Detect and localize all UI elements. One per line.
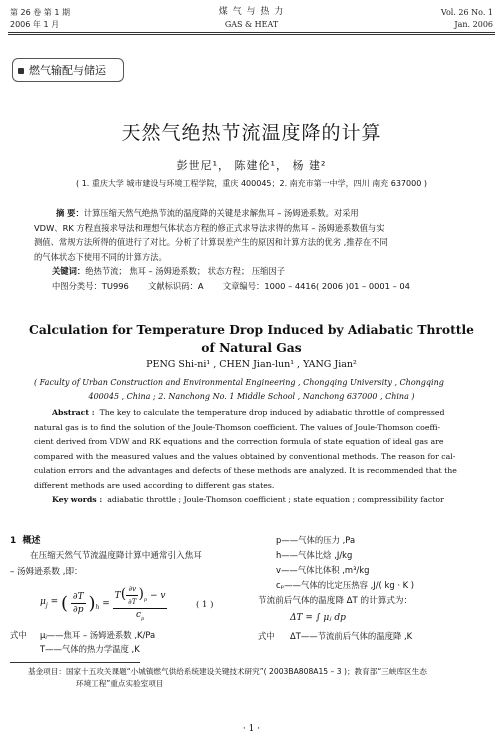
keywords-cn-label: 关键词：: [52, 266, 86, 276]
equation-1-number: ( 1 ): [196, 600, 214, 610]
definition-mu: μⱼ——焦耳 – 汤姆逊系数 ,K/Pa: [40, 630, 156, 640]
header-rule: [8, 32, 495, 33]
column-tag-label: 燃气输配与储运: [29, 64, 106, 77]
definition-p: p——气体的压力 ,Pa: [276, 535, 356, 545]
authors-cn: 彭世尼¹， 陈建伦¹， 杨 建²: [176, 159, 327, 172]
equation-1: $\mu_j$ = ( $\frac{\partial T}{\partial p}$ )$_h$ = T( $\frac{\partial v}{\partial T}$ )$_p - v$ $c_p$: [40, 585, 166, 622]
affiliation-cn: ( 1. 重庆大学 城市建设与环境工程学院，重庆 400045；2. 南充市第一中学，四川 南充 637000 ): [76, 179, 427, 188]
affiliation-en-line2: 400045 , China ; 2. Nanchong No. 1 Middle School , Nanchong 637000 , China ): [88, 392, 415, 401]
header-volume: 第 26 卷 第 1 期: [10, 8, 70, 17]
affiliation-en-line1: ( Faculty of Urban Construction and Environmental Engineering , Chongqing University , Chongqing: [34, 378, 444, 387]
abstract-en-label: Abstract :: [52, 408, 95, 417]
header-date-en: Jan. 2006: [454, 20, 493, 29]
definition-cp: cₚ——气体的比定压热容 ,J/( kg · K ): [276, 580, 415, 590]
square-bullet-icon: [18, 68, 24, 74]
definition-delta-T: ΔT——节流前后气体的温度降 ,K: [290, 631, 413, 641]
column-tag: [12, 58, 124, 82]
page-number: · 1 ·: [242, 724, 261, 734]
authors-en: PENG Shi-ni¹ , CHEN Jian-lun¹ , YANG Jian²: [146, 359, 357, 370]
abstract-cn: 摘 要：计算压缩天然气绝热节流的温度降的关键是求解焦耳 – 汤姆逊系数。对采用 VDW、RK 方程直接求导法和理想气体状态方程的修正式求导法求得的焦耳 – 汤姆逊系数值与实 测值、常规方法所得的值进行了对比。分析了计算误差产生的原因和计算方法的优劣 ,推荐在不同 的气体状态下使用不同的计算方法。 关键词：绝热节流； 焦耳 – 汤姆逊系数； 状态方程； 压缩因子 中图分类号：TU996 文献标识码：A 文章编号：1000 – 4416( 2006 )01 – 0001 – 04: [34, 206, 474, 293]
definition-v: v——气体比体积 ,m³/kg: [276, 565, 370, 575]
classification-cn: 中图分类号：TU996 文献标识码：A 文章编号：1000 – 4416( 2006 )01 – 0001 – 04: [52, 280, 410, 291]
journal-name-en: GAS & HEAT: [224, 20, 279, 29]
header-date-cn: 2006 年 1 月: [10, 20, 60, 29]
footnote: 基金项目：国家十五攻关课题“小城镇燃气供给系统建设关键技术研究”( 2003BA808A15 – 3 )；教育部“三峡库区生态 环境工程”重点实验室项目: [28, 667, 427, 688]
abstract-cn-label: 摘 要：: [56, 208, 84, 218]
where-label-right: 式中: [258, 631, 275, 641]
equation-2: ΔT = ∫ μⱼ dp: [290, 613, 346, 623]
footnote-rule: [10, 662, 140, 663]
section-1-heading: 1 概述: [10, 536, 41, 546]
title-en-line1: Calculation for Temperature Drop Induced by Adiabatic Throttle: [29, 322, 474, 337]
definition-T: T——气体的热力学温度 ,K: [40, 644, 140, 654]
header-volume-en: Vol. 26 No. 1: [440, 8, 493, 17]
section-1-intro-line1: 在压缩天然气节流温度降计算中通常引入焦耳: [30, 551, 202, 561]
keywords-cn: 绝热节流； 焦耳 – 汤姆逊系数； 状态方程； 压缩因子: [85, 266, 286, 276]
keywords-en-label: Key words :: [52, 495, 103, 504]
section-1-intro-line2: – 汤姆逊系数 ,即：: [10, 567, 83, 577]
abstract-en: Abstract : The key to calculate the temperature drop induced by adiabatic throttle of compressed natural gas is to find the solution of the Joule-Thomson coefficient. The values of Joule-Thomson coeffi- cient derived from VDW and RK equations and the correction formula of state equation of ideal gas are compared with the measured values and the values obtained by conventional methods. The reason for cal- culation errors and the advantages and defects of these methods are analyzed. It is recommended that the different methods are used according to different gas states. Key words : adiabatic throttle ; Joule-Thomson coefficient ; state equation ; compressibility factor: [34, 408, 457, 504]
where-label-left: 式中: [10, 630, 27, 640]
temperature-drop-text: 节流前后气体的温度降 ΔT 的计算式为：: [258, 596, 413, 606]
journal-name-cn: 煤 气 与 热 力: [218, 7, 285, 17]
keywords-en: adiabatic throttle ; Joule-Thomson coefficient ; state equation ; compressibility factor: [107, 495, 444, 504]
title-cn: 天然气绝热节流温度降的计算: [121, 122, 382, 144]
title-en-line2: of Natural Gas: [201, 340, 302, 355]
header-rule-secondary: [8, 34, 495, 35]
definition-h: h——气体比焓 ,J/kg: [276, 550, 353, 560]
